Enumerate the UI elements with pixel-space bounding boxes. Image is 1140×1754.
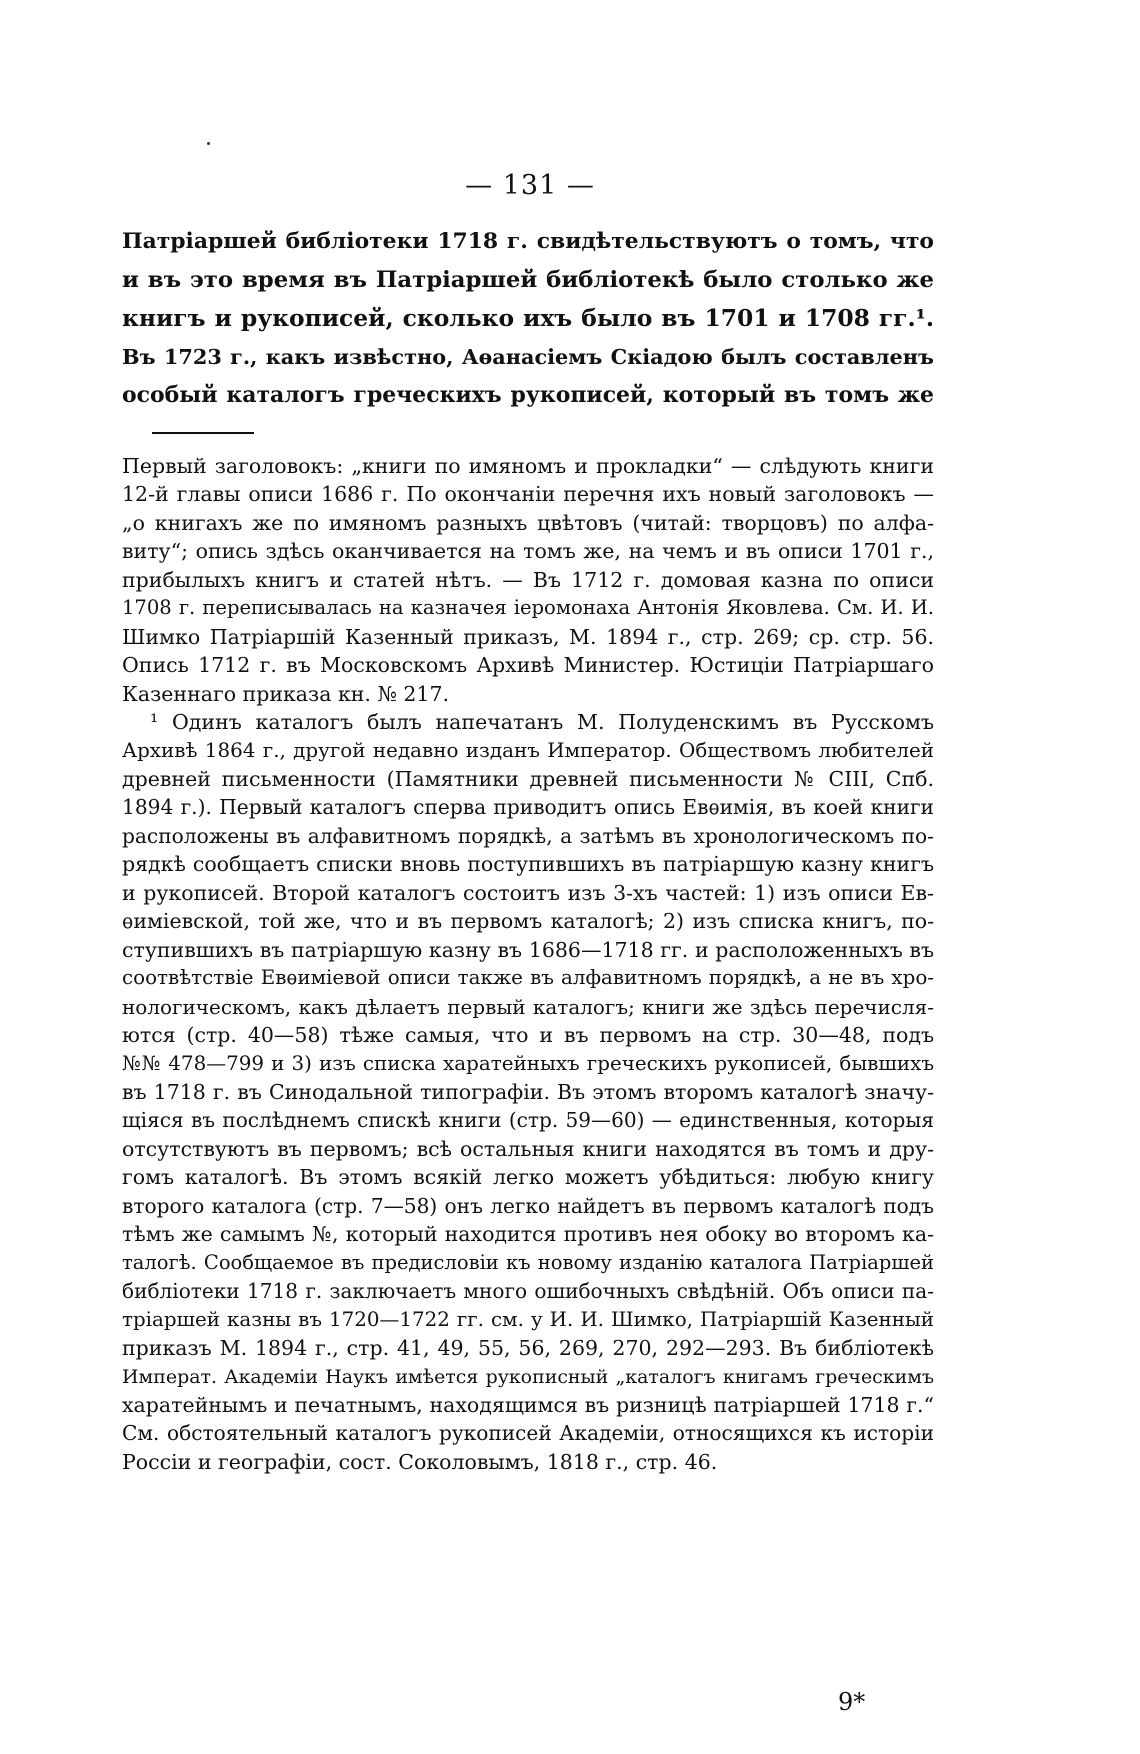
footnote-line: расположены въ алфавитномъ порядкѣ, а затѣмъ въ хронологическомъ по- (122, 823, 934, 848)
footnote-line: рядкѣ сообщаетъ списки вновь поступившихъ въ патріаршую казну книгъ (122, 852, 934, 877)
footnote-line: гомъ каталогѣ. Въ этомъ всякій легко можетъ убѣдиться: любую книгу (122, 1165, 934, 1190)
main-text-line: книгъ и рукописей, сколько ихъ было въ 1701 и 1708 гг.¹. (122, 304, 934, 332)
footnote-line: 12-й главы описи 1686 г. По окончаніи перечня ихъ новый заголовокъ — (122, 482, 934, 507)
footnote-line: щіяся въ послѣднемъ спискѣ книги (стр. 59—60) — единственныя, которыя (122, 1108, 934, 1133)
footnote-line: ступившихъ въ патріаршую казну въ 1686—1718 гг. и расположенныхъ въ (122, 937, 934, 962)
footnotes-block (122, 452, 934, 1476)
main-text-line: Въ 1723 г., какъ извѣстно, Аѳанасіемъ Скіадою былъ составленъ (122, 343, 934, 369)
footnote-line: нологическомъ, какъ дѣлаетъ первый каталогъ; книги же здѣсь перечисля- (122, 994, 934, 1019)
footnote-line: въ 1718 г. въ Синодальной типографіи. Въ этомъ второмъ каталогѣ значу- (122, 1079, 934, 1104)
footnote-line: 1894 г.). Первый каталогъ сперва приводитъ опись Евѳимія, въ коей книги (122, 795, 934, 820)
main-text-line: особый каталогъ греческихъ рукописей, который въ томъ же (122, 382, 934, 408)
footnote-separator-rule (152, 432, 254, 434)
main-text-line: и въ это время въ Патріаршей библіотекѣ было столько же (122, 266, 934, 293)
footnote-line: древней письменности (Памятники древней письменности № CIII, Спб. (122, 766, 934, 791)
footnote-line: Казеннаго приказа кн. № 217. (122, 681, 450, 706)
footnote-line: „о книгахъ же по имяномъ разныхъ цвѣтовъ (читай: творцовъ) по алфа- (122, 510, 934, 535)
footnote-line: приказъ М. 1894 г., стр. 41, 49, 55, 56, 269, 270, 292—293. Въ библіотекѣ (122, 1336, 934, 1361)
signature-mark: 9* (838, 1688, 866, 1716)
footnote-line: ¹ Одинъ каталогъ былъ напечатанъ М. Полуденскимъ въ Русскомъ (150, 710, 934, 735)
main-text-line: Патріаршей библіотеки 1718 г. свидѣтельствуютъ о томъ, что (122, 228, 934, 254)
main-text-block (122, 222, 934, 415)
footnote-line: виту“; опись здѣсь оканчивается на томъ же, на чемъ и въ описи 1701 г., (122, 539, 934, 564)
page-number: — 131 — (465, 170, 595, 201)
footnote-line: и рукописей. Второй каталогъ состоитъ изъ 3-хъ частей: 1) изъ описи Ев- (122, 880, 934, 905)
footnote-line: тріаршей казны въ 1720—1722 гг. см. у И. И. Шимко, Патріаршій Казенный (122, 1307, 934, 1331)
ink-speck (207, 142, 210, 145)
footnote-line: Россіи и географіи, сост. Соколовымъ, 1818 г., стр. 46. (122, 1449, 718, 1474)
footnote-line: отсутствуютъ въ первомъ; всѣ остальныя книги находятся въ томъ и дру- (122, 1136, 934, 1161)
footnote-line: 1708 г. переписывалась на казначея іеромонаха Антонія Яковлева. См. И. И. (122, 596, 934, 620)
footnote-line: Первый заголовокъ: „книги по имяномъ и прокладки“ — слѣдують книги (122, 454, 934, 478)
footnote-line: библіотеки 1718 г. заключаетъ много ошибочныхъ свѣдѣній. Объ описи па- (122, 1279, 934, 1304)
footnote-line: Опись 1712 г. въ Московскомъ Архивѣ Министер. Юстиціи Патріаршаго (122, 653, 934, 678)
footnote-line: ются (стр. 40—58) тѣже самыя, что и въ первомъ на стр. 30—48, подъ (122, 1023, 934, 1048)
footnote-line: талогѣ. Сообщаемое въ предисловіи къ новому изданію каталога Патріаршей (122, 1250, 934, 1274)
footnote-line: прибылыхъ книгъ и статей нѣтъ. — Въ 1712 г. домовая казна по описи (122, 567, 934, 592)
footnote-line: Шимко Патріаршій Казенный приказъ, М. 1894 г., стр. 269; ср. стр. 56. (122, 624, 934, 649)
footnote-line: соотвѣтствіе Евѳиміевой описи также въ алфавитномъ порядкѣ, а не въ хро- (122, 966, 934, 990)
footnote-line: тѣмъ же самымъ №, который находится противъ нея обоку во второмъ ка- (122, 1222, 934, 1247)
footnote-line: харатейнымъ и печатнымъ, находящимся въ ризницѣ патріаршей 1718 г.“ (122, 1392, 934, 1417)
footnote-line: См. обстоятельный каталогъ рукописей Академіи, относящихся къ исторіи (122, 1421, 934, 1446)
footnote-line: ѳиміевской, той же, что и въ первомъ каталогѣ; 2) изъ списка книгъ, по- (122, 909, 934, 934)
footnote-line: Архивѣ 1864 г., другой недавно изданъ Император. Обществомъ любителей (122, 738, 934, 762)
footnote-line: второго каталога (стр. 7—58) онъ легко найдетъ въ первомъ каталогѣ подъ (122, 1193, 934, 1218)
footnote-line: Императ. Академіи Наукъ имѣется рукописный „каталогъ книгамъ греческимъ (122, 1365, 934, 1388)
footnote-line: №№ 478—799 и 3) изъ списка харатейныхъ греческихъ рукописей, бывшихъ (122, 1051, 934, 1075)
